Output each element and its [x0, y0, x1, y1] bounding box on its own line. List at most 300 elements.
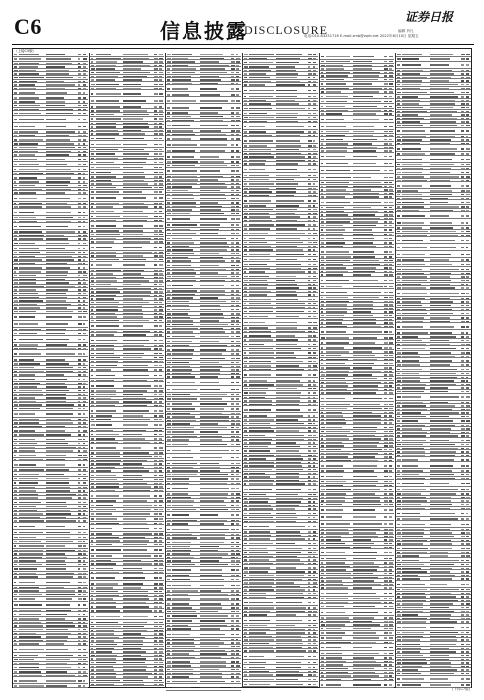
cell-text-placeholder — [159, 540, 162, 541]
cell-text-placeholder — [46, 374, 64, 375]
cell-text-placeholder — [14, 671, 17, 672]
cell-text-placeholder — [276, 179, 294, 180]
cell-text-placeholder — [14, 333, 17, 334]
cell-text-placeholder — [154, 644, 157, 645]
cell-text-placeholder — [200, 280, 225, 281]
cell-text-placeholder — [91, 460, 94, 461]
cell-text-placeholder — [384, 326, 387, 327]
cell-text-placeholder — [96, 456, 120, 457]
cell-text-placeholder — [159, 149, 162, 150]
cell-text-placeholder — [308, 175, 311, 176]
cell-text-placeholder — [167, 107, 170, 108]
cell-text-placeholder — [384, 193, 387, 194]
cell-text-placeholder — [353, 225, 376, 226]
cell-text-placeholder — [326, 569, 346, 570]
table-row — [90, 372, 165, 379]
cell-text-placeholder — [389, 593, 392, 594]
cell-text-placeholder — [313, 179, 316, 180]
cell-text-placeholder — [159, 306, 162, 307]
cell-text-placeholder — [353, 286, 382, 287]
cell-text-placeholder — [276, 188, 295, 189]
cell-text-placeholder — [96, 273, 113, 274]
cell-text-placeholder — [14, 394, 17, 395]
cell-text-placeholder — [236, 653, 239, 654]
cell-text-placeholder — [46, 164, 67, 165]
cell-text-placeholder — [308, 450, 311, 451]
cell-text-placeholder — [167, 376, 170, 377]
cell-text-placeholder — [236, 161, 239, 162]
cell-text-placeholder — [430, 202, 448, 203]
cell-text-placeholder — [172, 639, 194, 640]
cell-text-placeholder — [91, 523, 95, 524]
cell-text-placeholder — [430, 409, 452, 410]
cell-text-placeholder — [46, 256, 71, 257]
cell-text-placeholder — [249, 647, 274, 648]
cell-text-placeholder — [308, 674, 312, 675]
cell-text-placeholder — [172, 478, 189, 479]
cell-text-placeholder — [14, 439, 17, 440]
cell-text-placeholder — [244, 100, 247, 101]
cell-text-placeholder — [353, 229, 372, 230]
cell-text-placeholder — [96, 651, 112, 652]
cell-text-placeholder — [313, 191, 316, 192]
cell-text-placeholder — [91, 158, 95, 159]
cell-text-placeholder — [321, 83, 324, 84]
cell-text-placeholder — [154, 470, 156, 471]
cell-text-placeholder — [172, 483, 189, 484]
cell-text-placeholder — [308, 498, 311, 499]
cell-text-placeholder — [276, 476, 299, 477]
cell-text-placeholder — [313, 156, 317, 157]
cell-text-placeholder — [326, 445, 344, 446]
cell-text-placeholder — [466, 148, 470, 149]
cell-text-placeholder — [91, 479, 95, 480]
cell-text-placeholder — [249, 195, 269, 196]
cell-text-placeholder — [200, 328, 224, 329]
cell-text-placeholder — [96, 583, 118, 584]
cell-text-placeholder — [389, 238, 392, 239]
table-row — [320, 521, 395, 528]
cell-text-placeholder — [14, 675, 17, 676]
cell-text-placeholder — [46, 282, 69, 283]
cell-text-placeholder — [321, 415, 324, 416]
cell-text-placeholder — [154, 255, 157, 256]
cell-text-placeholder — [83, 685, 86, 686]
cell-text-placeholder — [384, 280, 387, 281]
cell-text-placeholder — [308, 140, 312, 141]
cell-text-placeholder — [83, 447, 86, 448]
cell-text-placeholder — [276, 374, 302, 375]
cell-text-placeholder — [321, 347, 324, 348]
cell-text-placeholder — [231, 213, 234, 214]
cell-text-placeholder — [14, 353, 17, 354]
cell-text-placeholder — [200, 317, 224, 318]
cell-text-placeholder — [308, 90, 311, 91]
cell-text-placeholder — [83, 181, 85, 182]
cell-text-placeholder — [244, 650, 247, 651]
table-row — [13, 523, 88, 530]
cell-text-placeholder — [167, 389, 170, 390]
cell-text-placeholder — [78, 371, 81, 372]
cell-text-placeholder — [83, 329, 86, 330]
cell-text-placeholder — [231, 542, 234, 543]
cell-text-placeholder — [466, 198, 469, 199]
cell-text-placeholder — [14, 474, 17, 475]
cell-text-placeholder — [249, 113, 268, 114]
cell-text-placeholder — [14, 513, 17, 514]
cell-text-placeholder — [159, 390, 162, 391]
cell-text-placeholder — [313, 679, 316, 680]
cell-text-placeholder — [231, 585, 235, 586]
cell-text-placeholder — [313, 548, 316, 549]
cell-text-placeholder — [231, 389, 235, 390]
cell-text-placeholder — [172, 58, 188, 59]
cell-text-placeholder — [384, 359, 388, 360]
cell-text-placeholder — [167, 276, 171, 277]
table-row — [243, 319, 318, 326]
cell-text-placeholder — [154, 684, 157, 685]
cell-text-placeholder — [123, 187, 152, 188]
cell-text-placeholder — [402, 54, 422, 55]
cell-text-placeholder — [231, 362, 234, 363]
cell-text-placeholder — [249, 679, 274, 680]
cell-text-placeholder — [353, 186, 382, 187]
cell-text-placeholder — [91, 595, 94, 596]
cell-text-placeholder — [46, 469, 69, 470]
cell-text-placeholder — [313, 442, 316, 443]
cell-text-placeholder — [389, 72, 393, 73]
cell-text-placeholder — [154, 456, 158, 457]
cell-text-placeholder — [308, 465, 311, 466]
cell-text-placeholder — [83, 390, 86, 391]
cell-text-placeholder — [466, 416, 469, 417]
cell-text-placeholder — [91, 206, 94, 207]
cell-text-placeholder — [123, 555, 150, 556]
cell-text-placeholder — [321, 72, 324, 73]
cell-text-placeholder — [466, 125, 470, 126]
cell-text-placeholder — [154, 452, 158, 453]
cell-text-placeholder — [402, 340, 422, 341]
cell-text-placeholder — [308, 213, 312, 214]
cell-text-placeholder — [466, 168, 469, 169]
cell-text-placeholder — [96, 302, 120, 303]
cell-text-placeholder — [244, 117, 248, 118]
cell-text-placeholder — [244, 620, 247, 621]
cell-text-placeholder — [249, 556, 273, 557]
cell-text-placeholder — [83, 300, 85, 301]
cell-text-placeholder — [46, 248, 65, 249]
cell-text-placeholder — [83, 590, 86, 591]
cell-text-placeholder — [321, 308, 323, 309]
cell-text-placeholder — [83, 63, 86, 64]
cell-text-placeholder — [231, 444, 234, 445]
cell-text-placeholder — [123, 277, 144, 278]
cell-text-placeholder — [231, 156, 234, 157]
cell-text-placeholder — [461, 301, 464, 302]
cell-text-placeholder — [244, 521, 248, 522]
cell-text-placeholder — [167, 144, 171, 145]
cell-text-placeholder — [389, 672, 393, 673]
cell-text-placeholder — [14, 286, 18, 287]
cell-text-placeholder — [353, 371, 381, 372]
cell-text-placeholder — [83, 541, 85, 542]
cell-text-placeholder — [249, 331, 272, 332]
cell-text-placeholder — [276, 344, 297, 345]
cell-text-placeholder — [159, 216, 162, 217]
cell-text-placeholder — [308, 81, 311, 82]
cell-text-placeholder — [384, 664, 387, 665]
cell-text-placeholder — [200, 488, 229, 489]
table-row — [396, 182, 471, 189]
cell-text-placeholder — [236, 341, 240, 342]
cell-text-placeholder — [313, 559, 316, 560]
cell-text-placeholder — [172, 224, 197, 225]
cell-text-placeholder — [231, 603, 234, 604]
cell-text-placeholder — [159, 153, 161, 154]
cell-text-placeholder — [19, 643, 39, 644]
cell-text-placeholder — [231, 594, 235, 595]
cell-text-placeholder — [46, 680, 75, 681]
cell-text-placeholder — [384, 246, 387, 247]
cell-text-placeholder — [154, 309, 156, 310]
cell-text-placeholder — [14, 300, 18, 301]
cell-text-placeholder — [313, 73, 316, 74]
cell-text-placeholder — [46, 169, 71, 170]
cell-text-placeholder — [402, 259, 424, 260]
cell-text-placeholder — [308, 307, 311, 308]
cell-text-placeholder — [159, 76, 162, 77]
cell-text-placeholder — [231, 457, 234, 458]
cell-text-placeholder — [167, 569, 171, 570]
cell-text-placeholder — [231, 125, 235, 126]
cell-text-placeholder — [96, 630, 114, 631]
cell-text-placeholder — [276, 140, 300, 141]
cell-text-placeholder — [172, 416, 194, 417]
cell-text-placeholder — [326, 267, 347, 268]
cell-text-placeholder — [397, 425, 400, 426]
cell-text-placeholder — [200, 224, 221, 225]
cell-text-placeholder — [308, 135, 311, 136]
cell-text-placeholder — [167, 349, 170, 350]
cell-text-placeholder — [313, 423, 315, 424]
cell-text-placeholder — [389, 304, 393, 305]
cell-text-placeholder — [123, 176, 145, 177]
table-row — [243, 166, 318, 173]
cell-text-placeholder — [154, 61, 157, 62]
cell-text-placeholder — [159, 669, 163, 670]
cell-text-placeholder — [167, 206, 170, 207]
newspaper-logo: 证券日报 — [405, 10, 454, 24]
cell-text-placeholder — [308, 246, 312, 247]
cell-text-placeholder — [353, 91, 379, 92]
cell-text-placeholder — [236, 358, 240, 359]
cell-text-placeholder — [249, 602, 273, 603]
cell-text-placeholder — [83, 54, 86, 55]
cell-text-placeholder — [200, 76, 219, 77]
cell-text-placeholder — [154, 306, 156, 307]
cell-text-placeholder — [167, 607, 170, 608]
cell-text-placeholder — [154, 68, 158, 69]
cell-text-placeholder — [384, 214, 387, 215]
cell-text-placeholder — [91, 509, 94, 510]
cell-text-placeholder — [14, 348, 18, 349]
cell-text-placeholder — [244, 625, 248, 626]
cell-text-placeholder — [326, 308, 348, 309]
cell-text-placeholder — [46, 363, 69, 364]
cell-text-placeholder — [200, 190, 220, 191]
cell-text-placeholder — [14, 564, 17, 565]
cell-text-placeholder — [244, 556, 247, 557]
cell-text-placeholder — [249, 575, 274, 576]
cell-text-placeholder — [91, 616, 94, 617]
cell-text-placeholder — [19, 576, 38, 577]
cell-text-placeholder — [321, 509, 325, 510]
cell-text-placeholder — [244, 409, 248, 410]
cell-text-placeholder — [123, 306, 142, 307]
cell-text-placeholder — [244, 156, 248, 157]
cell-text-placeholder — [19, 502, 41, 503]
cell-text-placeholder — [326, 427, 343, 428]
cell-text-placeholder — [430, 235, 458, 236]
cell-text-placeholder — [78, 238, 82, 239]
cell-text-placeholder — [123, 456, 152, 457]
cell-text-placeholder — [96, 560, 112, 561]
cell-text-placeholder — [83, 311, 87, 312]
cell-text-placeholder — [172, 542, 191, 543]
cell-text-placeholder — [397, 198, 400, 199]
cell-text-placeholder — [83, 386, 86, 387]
cell-text-placeholder — [236, 611, 239, 612]
cell-text-placeholder — [326, 304, 347, 305]
cell-text-placeholder — [466, 130, 469, 131]
cell-text-placeholder — [159, 495, 162, 496]
cell-text-placeholder — [14, 304, 18, 305]
cell-text-placeholder — [83, 598, 86, 599]
table-row — [320, 277, 395, 284]
cell-text-placeholder — [123, 84, 141, 85]
cell-text-placeholder — [326, 292, 347, 293]
cell-text-placeholder — [46, 550, 75, 551]
table-row — [396, 128, 471, 135]
cell-text-placeholder — [78, 271, 82, 272]
cell-text-placeholder — [19, 297, 39, 298]
cell-text-placeholder — [167, 238, 170, 239]
cell-text-placeholder — [276, 220, 297, 221]
cell-text-placeholder — [321, 326, 324, 327]
cell-text-placeholder — [83, 582, 86, 583]
cell-text-placeholder — [466, 159, 470, 160]
cell-text-placeholder — [19, 323, 38, 324]
cell-text-placeholder — [397, 396, 401, 397]
cell-text-placeholder — [83, 231, 86, 232]
cell-text-placeholder — [389, 139, 391, 140]
cell-text-placeholder — [466, 84, 469, 85]
cell-text-placeholder — [14, 401, 17, 402]
cell-text-placeholder — [276, 419, 298, 420]
cell-text-placeholder — [46, 92, 66, 93]
cell-text-placeholder — [249, 344, 264, 345]
cell-text-placeholder — [78, 81, 81, 82]
cell-text-placeholder — [83, 192, 86, 193]
cell-text-placeholder — [461, 194, 464, 195]
cell-text-placeholder — [231, 483, 233, 484]
cell-text-placeholder — [96, 211, 115, 212]
cell-text-placeholder — [78, 243, 81, 244]
cell-text-placeholder — [326, 392, 351, 393]
cell-text-placeholder — [308, 365, 311, 366]
cell-text-placeholder — [231, 238, 234, 239]
cell-text-placeholder — [96, 662, 116, 663]
table-row — [13, 321, 88, 328]
cell-text-placeholder — [353, 602, 381, 603]
cell-text-placeholder — [172, 194, 193, 195]
cell-text-placeholder — [389, 143, 392, 144]
cell-text-placeholder — [154, 447, 156, 448]
cell-text-placeholder — [19, 139, 43, 140]
cell-text-placeholder — [353, 419, 381, 420]
cell-text-placeholder — [172, 557, 194, 558]
cell-text-placeholder — [353, 351, 372, 352]
cell-text-placeholder — [236, 317, 239, 318]
cell-text-placeholder — [123, 68, 141, 69]
cell-text-placeholder — [78, 482, 80, 483]
cell-text-placeholder — [19, 339, 43, 340]
cell-text-placeholder — [313, 121, 317, 122]
cell-text-placeholder — [200, 138, 227, 139]
cell-text-placeholder — [236, 233, 239, 234]
cell-text-placeholder — [83, 339, 86, 340]
cell-text-placeholder — [313, 195, 316, 196]
cell-text-placeholder — [313, 415, 316, 416]
cell-text-placeholder — [249, 450, 270, 451]
cell-text-placeholder — [231, 564, 234, 565]
cell-text-placeholder — [276, 392, 301, 393]
cell-text-placeholder — [123, 490, 150, 491]
cell-text-placeholder — [200, 642, 224, 643]
cell-text-placeholder — [19, 671, 41, 672]
cell-text-placeholder — [167, 534, 170, 535]
cell-text-placeholder — [276, 238, 300, 239]
cell-text-placeholder — [167, 681, 169, 682]
cell-text-placeholder — [308, 567, 311, 568]
cell-text-placeholder — [96, 434, 119, 435]
cell-text-placeholder — [167, 416, 170, 417]
cell-text-placeholder — [14, 203, 16, 204]
cell-text-placeholder — [154, 149, 157, 150]
cell-text-placeholder — [231, 681, 233, 682]
cell-text-placeholder — [308, 611, 312, 612]
cell-text-placeholder — [46, 640, 66, 641]
cell-text-placeholder — [402, 114, 418, 115]
cell-text-placeholder — [96, 180, 111, 181]
cell-text-placeholder — [172, 673, 193, 674]
cell-text-placeholder — [19, 143, 38, 144]
cell-text-placeholder — [19, 610, 41, 611]
cell-text-placeholder — [384, 500, 387, 501]
cell-text-placeholder — [326, 186, 349, 187]
cell-text-placeholder — [402, 215, 424, 216]
cell-text-placeholder — [154, 549, 158, 550]
cell-text-placeholder — [231, 246, 234, 247]
cell-text-placeholder — [167, 523, 169, 524]
cell-text-placeholder — [313, 380, 315, 381]
cell-text-placeholder — [244, 149, 247, 150]
cell-text-placeholder — [46, 434, 70, 435]
cell-text-placeholder — [19, 58, 41, 59]
cell-text-placeholder — [461, 293, 464, 294]
cell-text-placeholder — [308, 264, 311, 265]
cell-text-placeholder — [78, 279, 80, 280]
